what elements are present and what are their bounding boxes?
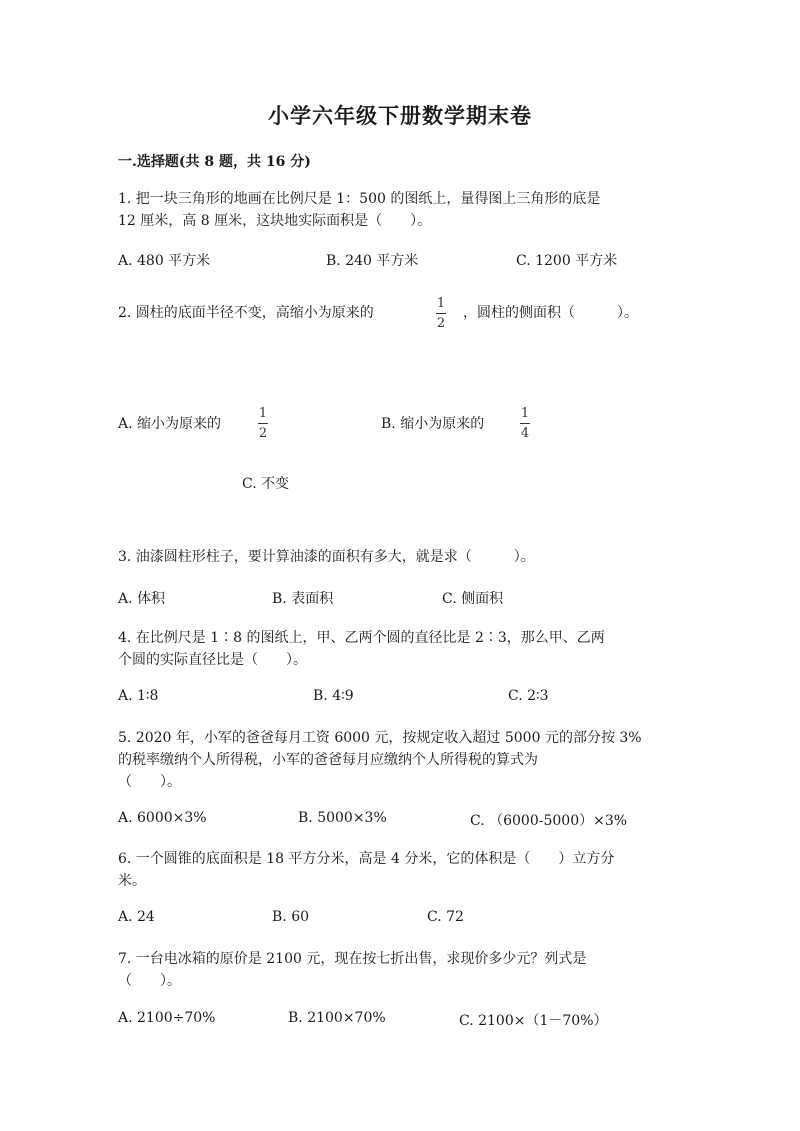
question-3-option-c[interactable]: C. 侧面积 <box>442 591 504 607</box>
fraction-bar <box>436 313 446 314</box>
question-1-line-1: 1. 把一块三角形的地画在比例尺是 1：500 的图纸上，量得图上三角形的底是 <box>118 191 601 207</box>
fraction-numerator: 1 <box>520 406 530 421</box>
question-4-option-c[interactable]: C. 2∶3 <box>508 688 549 704</box>
question-2-text-part-2: ，圆柱的侧面积（ ）。 <box>463 305 638 321</box>
question-1-option-b[interactable]: B. 240 平方米 <box>326 253 419 269</box>
question-3-option-b[interactable]: B. 表面积 <box>272 591 334 607</box>
question-6-line-1: 6. 一个圆锥的底面积是 18 平方分米，高是 4 分米，它的体积是（ ）立方分 <box>118 851 615 867</box>
section-heading: 一.选择题(共 8 题，共 16 分) <box>118 154 311 170</box>
fraction-numerator: 1 <box>258 406 268 421</box>
question-5-line-2: 的税率缴纳个人所得税，小军的爸爸每月应缴纳个人所得税的算式为 <box>118 752 538 768</box>
question-7-line-2: （ ）。 <box>118 973 181 989</box>
question-6-option-c[interactable]: C. 72 <box>427 909 464 925</box>
question-4-option-b[interactable]: B. 4∶9 <box>313 688 354 704</box>
question-4-line-2: 个圆的实际直径比是（ ）。 <box>118 652 307 668</box>
question-1-option-c[interactable]: C. 1200 平方米 <box>516 253 618 269</box>
question-2-fraction <box>436 297 446 330</box>
question-5-option-b[interactable]: B. 5000×3% <box>298 810 387 826</box>
page-title: 小学六年级下册数学期末卷 <box>268 103 532 128</box>
fraction-bar <box>520 423 530 424</box>
question-6-option-b[interactable]: B. 60 <box>272 909 310 925</box>
question-2-text-part-1: 2. 圆柱的底面半径不变，高缩小为原来的 <box>118 305 374 321</box>
question-5-option-c[interactable]: C. （6000-5000）×3% <box>470 813 628 829</box>
fraction-numerator: 1 <box>436 296 446 311</box>
question-7-option-a[interactable]: A. 2100÷70% <box>118 1010 216 1026</box>
question-3-option-a[interactable]: A. 体积 <box>118 591 166 607</box>
question-7-option-b[interactable]: B. 2100×70% <box>288 1010 386 1026</box>
question-2-option-b[interactable]: B. 缩小为原来的 <box>381 416 485 432</box>
question-2-option-c[interactable]: C. 不变 <box>242 476 290 492</box>
question-4-line-1: 4. 在比例尺是 1∶8 的图纸上，甲、乙两个圆的直径比是 2∶3，那么甲、乙两 <box>118 630 605 646</box>
question-1-option-a[interactable]: A. 480 平方米 <box>118 253 211 269</box>
fraction-bar <box>258 423 268 424</box>
question-6-line-2: 米。 <box>118 873 146 889</box>
question-5-line-1: 5. 2020 年，小军的爸爸每月工资 6000 元，按规定收入超过 5000 元的部分按 3% <box>118 730 642 746</box>
question-7-option-c[interactable]: C. 2100×（1－70%） <box>459 1013 608 1029</box>
question-2-option-a[interactable]: A. 缩小为原来的 <box>118 416 222 432</box>
fraction-denominator: 2 <box>436 316 446 331</box>
question-2-option-a-fraction <box>258 407 268 440</box>
question-6-option-a[interactable]: A. 24 <box>118 909 155 925</box>
fraction-denominator: 2 <box>258 426 268 441</box>
question-4-option-a[interactable]: A. 1∶8 <box>118 688 159 704</box>
question-2-option-b-fraction <box>520 407 530 440</box>
question-7-line-1: 7. 一台电冰箱的原价是 2100 元，现在按七折出售，求现价多少元？列式是 <box>118 951 587 967</box>
question-1-line-2: 12 厘米，高 8 厘米，这块地实际面积是（ ）。 <box>118 213 432 229</box>
fraction-denominator: 4 <box>520 426 530 441</box>
question-5-option-a[interactable]: A. 6000×3% <box>118 810 207 826</box>
question-5-line-3: （ ）。 <box>118 774 181 790</box>
question-3-line-1: 3. 油漆圆柱形柱子，要计算油漆的面积有多大，就是求（ ）。 <box>118 549 535 565</box>
